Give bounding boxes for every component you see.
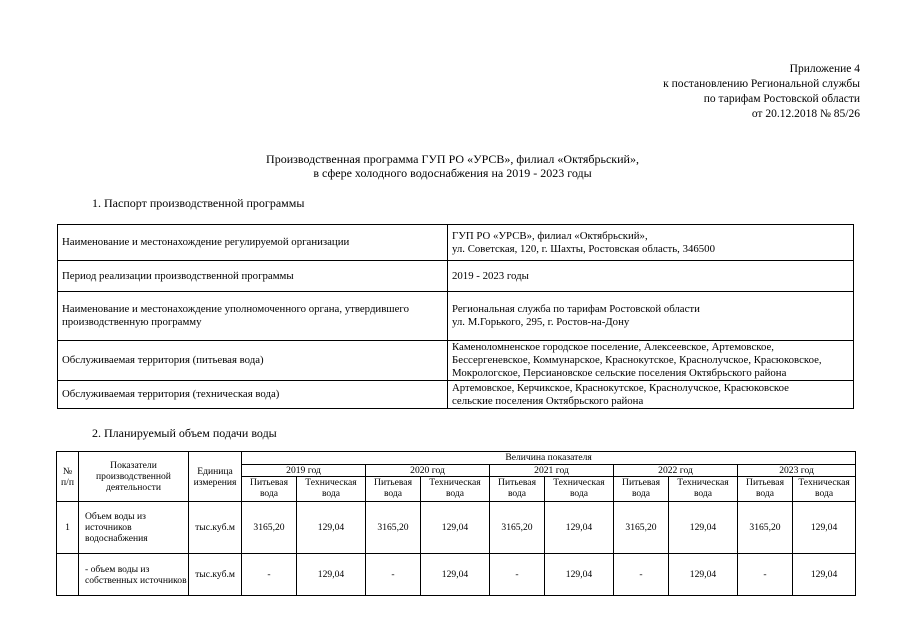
row-value: -: [242, 554, 297, 596]
passport-label: Наименование и местонахождение регулируемой организации: [58, 225, 448, 261]
passport-value: [448, 292, 854, 341]
passport-label: Период реализации производственной программы: [58, 261, 448, 292]
header-indicator: Показатели производственной деятельности: [79, 452, 189, 502]
passport-value-line: Мокрологское, Персиановское сельские поселения Октябрьского района: [452, 367, 787, 379]
passport-value: [448, 381, 854, 409]
header-year: 2022 год: [614, 465, 738, 477]
row-value: 129,04: [545, 554, 614, 596]
passport-value-line: Региональная служба по тарифам Ростовской области: [452, 303, 700, 315]
section-1-heading: 1. Паспорт производственной программы: [92, 196, 305, 210]
passport-value-line: ул. М.Горького, 295, г. Ростов-на-Дону: [452, 316, 630, 328]
passport-row: [58, 225, 854, 261]
passport-value: [448, 225, 854, 261]
passport-row: [58, 381, 854, 409]
row-value: 129,04: [297, 554, 366, 596]
row-value: -: [366, 554, 421, 596]
header-technical-water: Техническая вода: [669, 477, 738, 502]
title-line-2: в сфере холодного водоснабжения на 2019 - 2023 годы: [313, 166, 592, 180]
header-technical-water: Техническая вода: [545, 477, 614, 502]
passport-value: [448, 341, 854, 381]
passport-label: Обслуживаемая территория (техническая вода): [58, 381, 448, 409]
passport-value-line: ул. Советская, 120, г. Шахты, Ростовская область, 346500: [452, 242, 715, 255]
header-technical-water: Техническая вода: [297, 477, 366, 502]
header-drinking-water: Питьевая вода: [738, 477, 793, 502]
passport-value-line: ГУП РО «УРСВ», филиал «Октябрьский»,: [452, 229, 648, 242]
appendix-header: [663, 62, 860, 122]
row-value: 3165,20: [614, 502, 669, 554]
row-value: -: [614, 554, 669, 596]
header-unit: Единица измерения: [189, 452, 242, 502]
passport-value: [448, 261, 854, 292]
row-value: 3165,20: [366, 502, 421, 554]
appendix-line-1: Приложение 4: [789, 63, 860, 75]
passport-value-line: сельские поселения Октябрьского района: [452, 394, 644, 407]
row-value: 129,04: [421, 554, 490, 596]
header-year: 2020 год: [366, 465, 490, 477]
header-drinking-water: Питьевая вода: [242, 477, 297, 502]
passport-row: [58, 292, 854, 341]
row-indicator: Объем воды из источников водоснабжения: [79, 502, 189, 554]
header-value: Величина показателя: [242, 452, 856, 465]
passport-value-line: 2019 - 2023 годы: [452, 269, 529, 282]
row-value: 129,04: [421, 502, 490, 554]
header-drinking-water: Питьевая вода: [614, 477, 669, 502]
header-drinking-water: Питьевая вода: [490, 477, 545, 502]
passport-value-line: Каменоломненское городское поселение, Алексеевское, Артемовское,: [452, 341, 774, 353]
passport-label: Наименование и местонахождение уполномоченного органа, утвердившего производственную программу: [58, 292, 448, 341]
appendix-line-3: по тарифам Ростовской области: [703, 93, 860, 105]
table-row: [57, 554, 856, 596]
appendix-line-2: к постановлению Региональной службы: [663, 78, 860, 90]
row-value: -: [738, 554, 793, 596]
section-2-heading: 2. Планируемый объем подачи воды: [92, 426, 277, 440]
row-num: 1: [57, 502, 79, 554]
row-value: 3165,20: [242, 502, 297, 554]
volume-table: [56, 451, 856, 596]
header-year: 2023 год: [738, 465, 856, 477]
header-technical-water: Техническая вода: [793, 477, 856, 502]
passport-table: [57, 224, 854, 409]
passport-row: [58, 341, 854, 381]
row-unit: тыс.куб.м: [189, 554, 242, 596]
row-value: 129,04: [669, 554, 738, 596]
row-unit: тыс.куб.м: [189, 502, 242, 554]
passport-row: [58, 261, 854, 292]
volume-header-row: [57, 452, 856, 465]
header-num: № п/п: [57, 452, 79, 502]
document-title: [0, 152, 905, 180]
row-value: 129,04: [297, 502, 366, 554]
header-year: 2019 год: [242, 465, 366, 477]
header-year: 2021 год: [490, 465, 614, 477]
passport-label: Обслуживаемая территория (питьевая вода): [58, 341, 448, 381]
row-value: 129,04: [793, 554, 856, 596]
row-value: 129,04: [669, 502, 738, 554]
row-value: 129,04: [545, 502, 614, 554]
passport-value-line: Бессергеневское, Коммунарское, Краснокутское, Краснолучское, Красюковское,: [452, 354, 822, 366]
row-value: 3165,20: [738, 502, 793, 554]
row-value: 129,04: [793, 502, 856, 554]
row-value: 3165,20: [490, 502, 545, 554]
header-technical-water: Техническая вода: [421, 477, 490, 502]
passport-value-line: Артемовское, Керчикское, Краснокутское, Краснолучское, Красюковское: [452, 381, 789, 394]
row-indicator: - объем воды из собственных источников: [79, 554, 189, 596]
row-value: -: [490, 554, 545, 596]
header-drinking-water: Питьевая вода: [366, 477, 421, 502]
row-num: [57, 554, 79, 596]
title-line-1: Производственная программа ГУП РО «УРСВ», филиал «Октябрьский»,: [266, 152, 639, 166]
appendix-line-4: от 20.12.2018 № 85/26: [751, 108, 860, 120]
table-row: [57, 502, 856, 554]
